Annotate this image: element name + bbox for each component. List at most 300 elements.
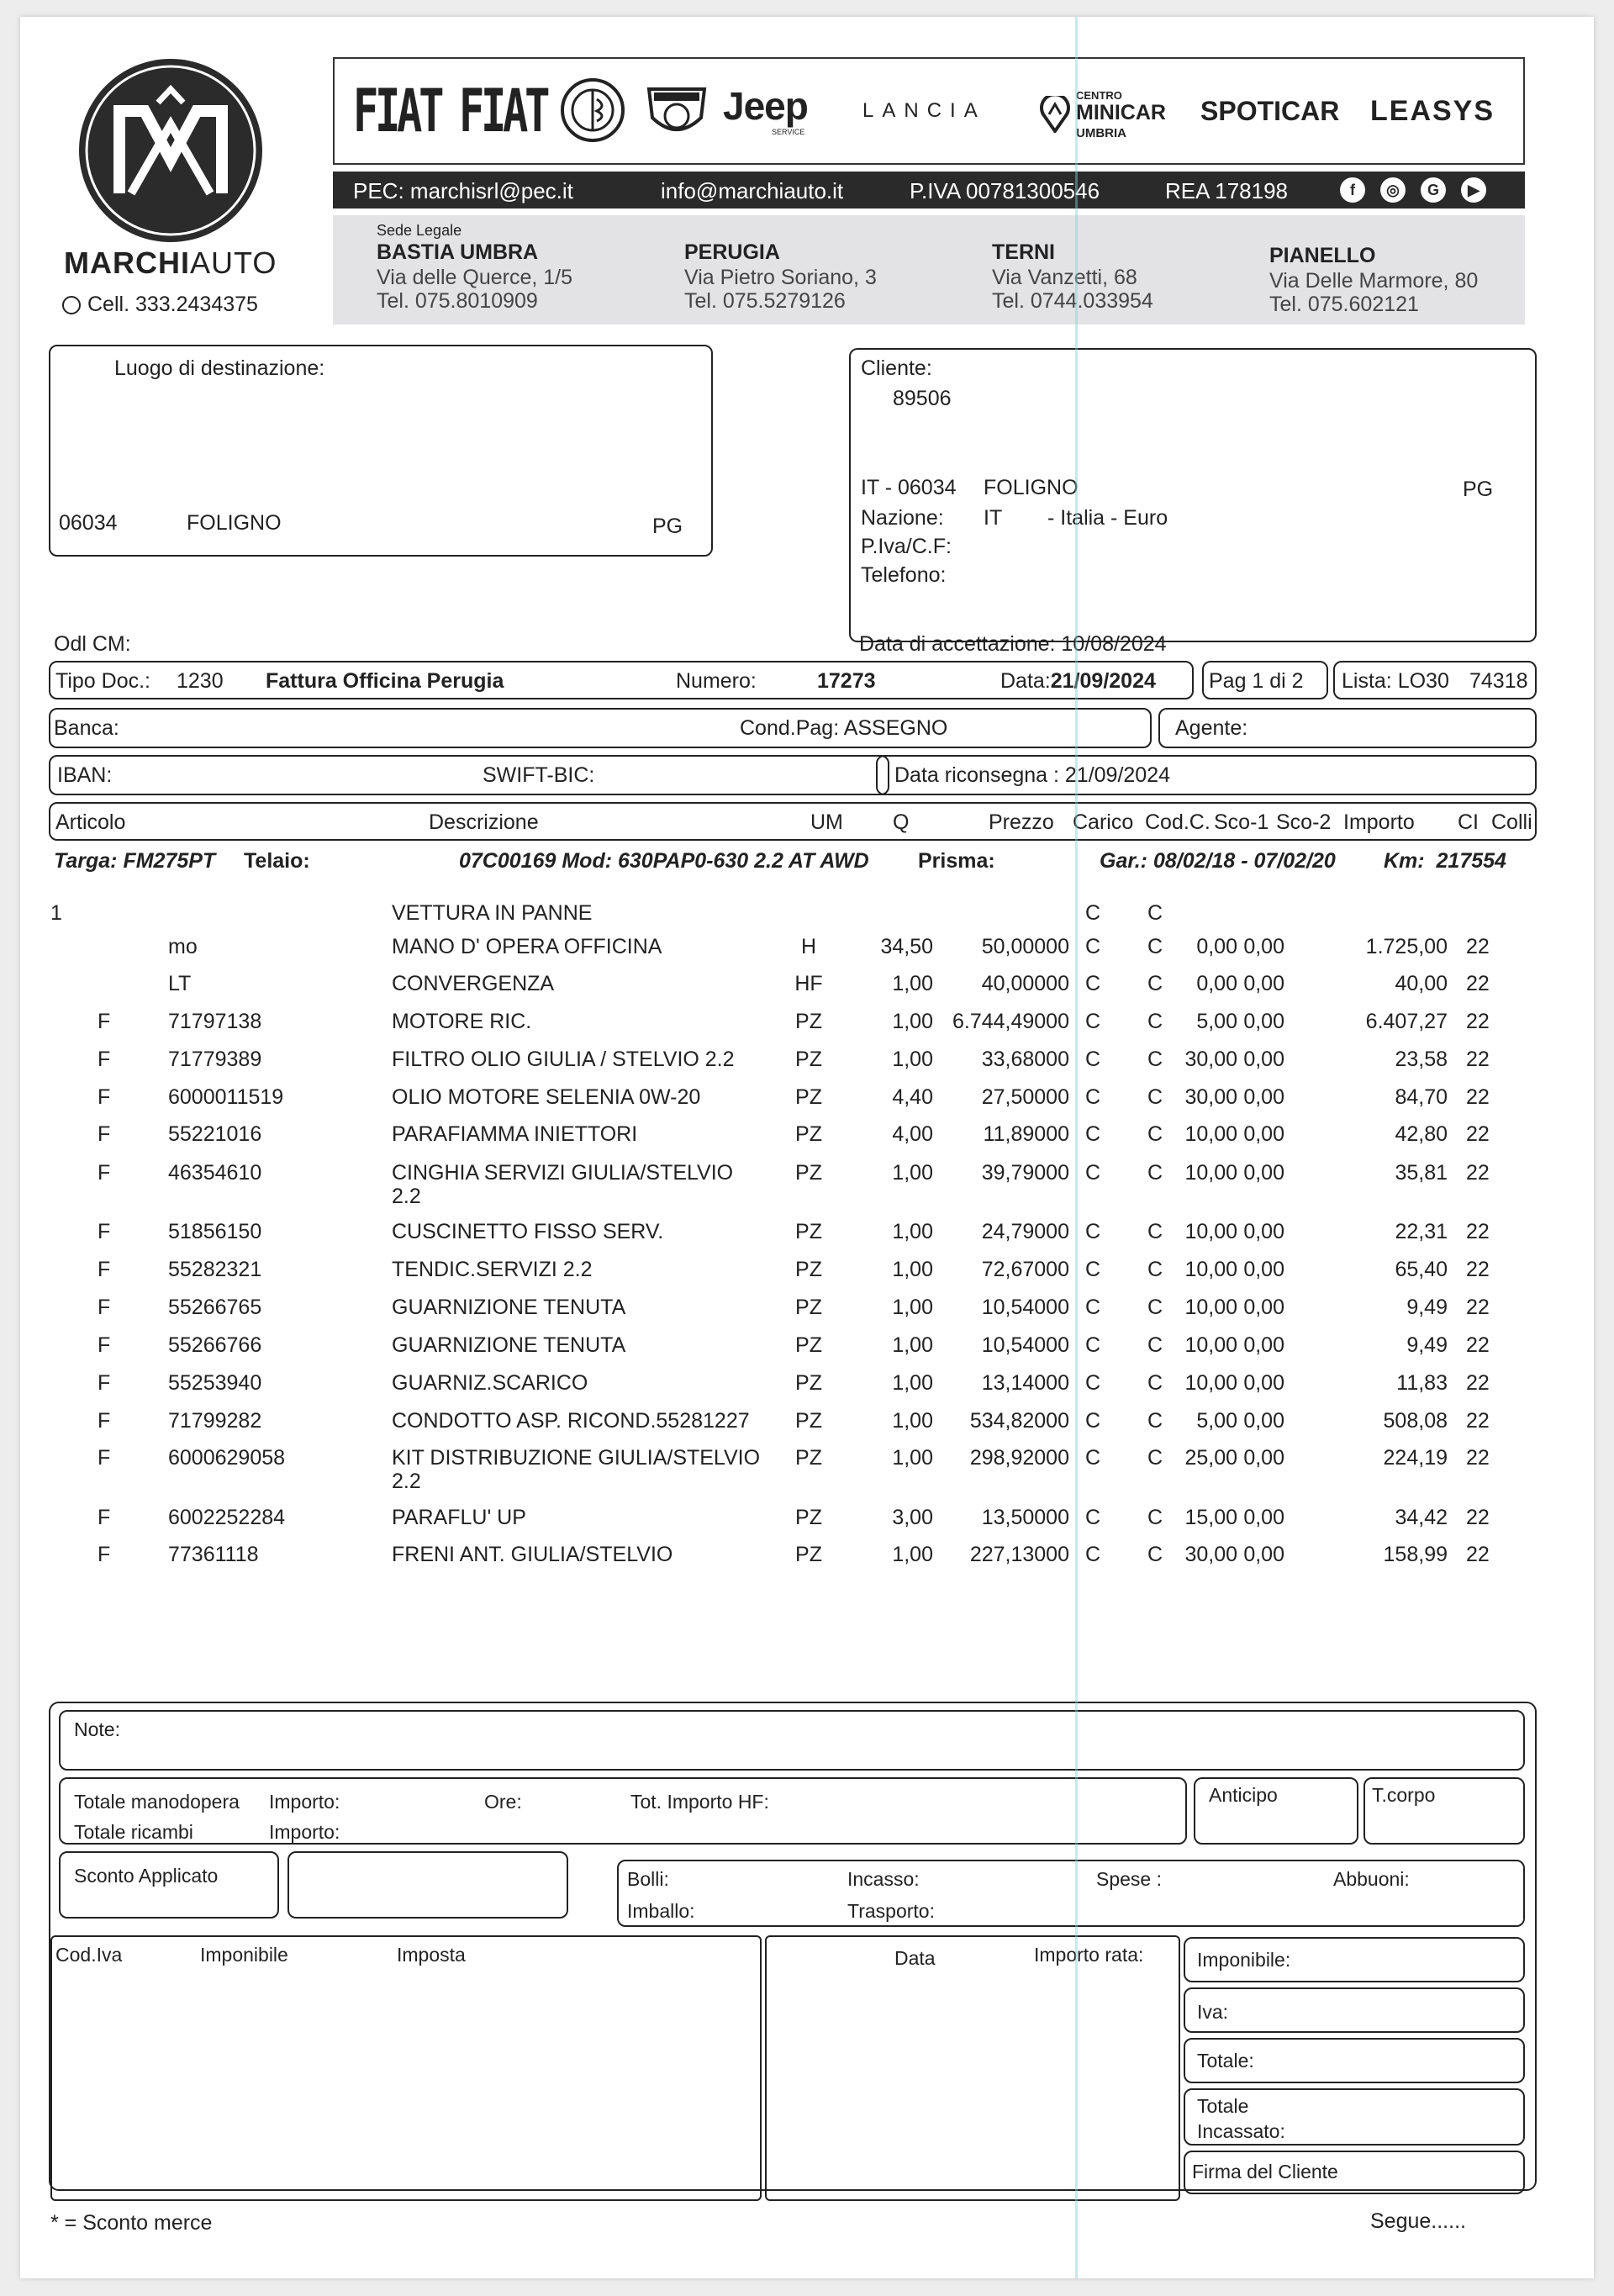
destinazione-prov: PG [652,515,683,538]
line-articolo: 71799282 [168,1409,262,1433]
vehicle-km: Km: 217554 [1384,849,1506,873]
line-prezzo: 33,68000 [981,1048,1069,1071]
col-prezzo: Prezzo [989,810,1054,834]
line-codc: C [1147,1446,1163,1470]
line-descrizione-cont: 2.2 [392,1470,421,1493]
line-q: 1,00 [892,1409,933,1433]
line-carico: C [1084,1446,1101,1470]
line-q: 34,50 [880,935,933,958]
line-sco2: 0,00 [1243,1446,1284,1470]
iban-box [49,755,889,795]
line-articolo: mo [168,935,198,958]
rate-box [765,1935,1180,2201]
nazione-value: - Italia - Euro [1047,506,1168,530]
line-codc: C [1147,1296,1163,1319]
line-ci: 22 [1466,1220,1490,1243]
table-row [20,1258,1594,1291]
line-descrizione: CONVERGENZA [392,972,555,995]
col-articolo: Articolo [55,810,126,834]
line-flag: F [98,1258,111,1281]
marchiauto-logo [79,59,262,242]
line-articolo: 77361118 [168,1543,259,1566]
line-um: PZ [795,1296,822,1319]
line-importo: 84,70 [1395,1085,1448,1109]
line-q: 1,00 [892,1048,933,1071]
line-prezzo: 11,89000 [983,1122,1069,1146]
line-um: PZ [795,1543,822,1566]
anticipo-box [1194,1777,1358,1845]
table-row [20,1048,1594,1081]
nazione-label: Nazione: [861,506,944,530]
leasys-logo: LEASYS [1370,95,1495,127]
line-descrizione-cont: 2.2 [392,1185,421,1208]
spese-box [617,1860,1525,1927]
line-prezzo: 10,54000 [981,1333,1069,1357]
line-descrizione: CINGHIA SERVIZI GIULIA/STELVIO [392,1161,734,1185]
line-sco1: 30,00 [1184,1085,1237,1109]
destinazione-city: FOLIGNO [187,511,282,535]
odl-label: Odl CM: [54,632,131,656]
destinazione-label: Luogo di destinazione: [114,356,325,380]
rea-number: REA 178198 [1165,178,1289,203]
line-um: PZ [795,1220,822,1243]
sedi-bar [333,215,1525,325]
importo-rata-label: Importo rata: [1034,1944,1144,1966]
line-um: H [800,935,817,958]
line-sco1: 30,00 [1184,1048,1237,1071]
table-row [20,1543,1594,1576]
table-row [20,1409,1594,1443]
line-descrizione: PARAFLU' UP [392,1506,526,1529]
line-prezzo: 13,14000 [981,1371,1069,1395]
line-flag: F [98,1161,111,1185]
line-flag: 1 [50,901,62,925]
cod-iva-label: Cod.Iva [55,1944,123,1966]
line-importo: 42,80 [1395,1122,1448,1146]
line-codc: C [1147,1048,1163,1071]
vehicle-garanzia: Gar.: 08/02/18 - 07/02/20 [1100,849,1336,873]
line-sco1: 10,00 [1184,1258,1237,1281]
r-totale-incassato-label: Totale [1197,2095,1249,2117]
line-sco2: 0,00 [1243,1543,1284,1566]
abbuoni-label: Abbuoni: [1333,1868,1410,1890]
firma-box[interactable] [1184,2151,1525,2194]
alfa-romeo-icon [560,77,625,143]
scan-artifact-line [1075,17,1078,2278]
line-codc: C [1147,901,1163,925]
line-importo: 1.725,00 [1365,935,1448,958]
minicar-label: MINICAR [1076,101,1166,124]
sconto-value-box [287,1851,568,1919]
line-descrizione: FILTRO OLIO GIULIA / STELVIO 2.2 [392,1048,735,1071]
line-flag: F [98,1122,111,1146]
line-descrizione: FRENI ANT. GIULIA/STELVIO [392,1543,673,1566]
sede-city: TERNI [992,240,1055,264]
line-descrizione: MANO D' OPERA OFFICINA [392,935,662,958]
col-ci: CI [1458,810,1479,834]
instagram-icon[interactable]: ◎ [1380,177,1406,203]
banca-label: Banca: [54,716,119,740]
line-carico: C [1084,972,1101,995]
r-incassato-label: Incassato: [1197,2120,1285,2142]
line-articolo: 46354610 [168,1161,262,1185]
importo-label: Importo: [269,1791,340,1813]
table-row [20,1010,1594,1043]
line-ci: 22 [1466,1010,1490,1033]
line-um: PZ [795,1122,822,1146]
ore-label: Ore: [484,1791,522,1813]
numero-value: 17273 [817,669,876,693]
line-descrizione: TENDIC.SERVIZI 2.2 [392,1258,593,1281]
line-flag: F [98,1048,111,1071]
brands-bar [333,57,1525,165]
col-descrizione: Descrizione [429,810,539,834]
centro-label: CENTRO [1076,89,1122,102]
line-carico: C [1084,1122,1101,1146]
bolli-label: Bolli: [627,1868,669,1890]
note-box [59,1710,1525,1771]
lista-box [1333,661,1537,699]
line-importo: 11,83 [1396,1371,1448,1395]
destinazione-box [49,345,713,557]
line-sco2: 0,00 [1243,1220,1284,1243]
sede-legale-label: Sede Legale [377,222,462,239]
line-ci: 22 [1466,1409,1490,1433]
line-carico: C [1084,1010,1101,1033]
data-label: Data [894,1947,936,1969]
pec-address: PEC: marchisrl@pec.it [353,178,573,203]
line-descrizione: GUARNIZIONE TENUTA [392,1333,626,1357]
line-sco2: 0,00 [1243,1333,1284,1357]
telefono-label: Telefono: [861,563,947,587]
line-q: 1,00 [892,972,933,995]
col-sco1: Sco-1 [1214,810,1269,834]
email-address: info@marchiauto.it [661,178,844,203]
line-q: 1,00 [892,1446,933,1470]
line-codc: C [1147,1409,1163,1433]
numero-label: Numero: [676,669,757,693]
table-row [20,1122,1594,1156]
line-ci: 22 [1466,1296,1490,1319]
line-ci: 22 [1466,1371,1490,1395]
cliente-box [849,348,1537,642]
imballo-label: Imballo: [627,1900,695,1922]
segue-note: Segue...... [1370,2209,1466,2233]
line-codc: C [1147,1333,1163,1357]
r-imponibile-box [1184,1937,1525,1982]
r-totale-box [1184,2038,1525,2083]
line-prezzo: 534,82000 [969,1409,1069,1433]
anticipo-label: Anticipo [1209,1784,1278,1806]
monogram-mm-icon [79,59,262,242]
line-carico: C [1084,1333,1101,1357]
line-sco1: 0,00 [1196,935,1237,958]
line-importo: 34,42 [1395,1506,1448,1529]
sede-address: Via Delle Marmore, 80 [1269,269,1479,293]
note-label: Note: [74,1718,120,1740]
riconsegna-box [876,755,1537,795]
line-descrizione: PARAFIAMMA INIETTORI [392,1122,638,1146]
incasso-label: Incasso: [847,1868,920,1890]
line-descrizione: VETTURA IN PANNE [392,901,593,925]
table-row [20,1085,1594,1119]
line-um: HF [794,972,823,995]
line-um: PZ [795,1506,822,1529]
line-q: 1,00 [892,1371,933,1395]
jeep-service-label: SERVICE [772,128,805,136]
line-carico: C [1084,1543,1101,1566]
r-imponibile-label: Imponibile: [1197,1949,1291,1971]
line-prezzo: 10,54000 [981,1296,1069,1319]
destinazione-cap: 06034 [59,511,118,535]
line-codc: C [1147,1543,1163,1566]
line-descrizione: GUARNIZ.SCARICO [392,1371,588,1395]
line-q: 1,00 [892,1258,933,1281]
line-articolo: 6000011519 [168,1085,284,1109]
vehicle-telaio-mod: 07C00169 Mod: 630PAP0-630 2.2 AT AWD [459,849,869,873]
table-row [20,901,1594,935]
line-codc: C [1147,1258,1163,1281]
vehicle-prisma: Prisma: [918,849,995,873]
line-prezzo: 13,50000 [981,1506,1069,1529]
line-importo: 6.407,27 [1365,1010,1448,1033]
line-flag: F [98,1220,111,1243]
line-importo: 508,08 [1383,1409,1448,1433]
importo-label: Importo: [269,1821,340,1843]
vehicle-telaio-label: Telaio: [244,849,310,873]
line-q: 1,00 [892,1161,933,1185]
cliente-location: IT - 06034 [861,476,957,499]
spese-label: Spese : [1096,1868,1162,1890]
col-q: Q [893,810,910,834]
line-articolo: 71779389 [168,1048,262,1071]
tipo-doc-name: Fattura Officina Perugia [266,669,504,693]
data-riconsegna: Data riconsegna : 21/09/2024 [894,763,1171,787]
col-colli: Colli [1491,810,1532,834]
line-importo: 40,00 [1395,972,1448,995]
r-totale-label: Totale: [1197,2050,1254,2072]
abarth-icon [642,76,711,145]
totale-ricambi-label: Totale ricambi [74,1821,193,1843]
lista-number: 74318 [1469,669,1528,693]
line-codc: C [1147,1085,1163,1109]
line-sco1: 10,00 [1184,1220,1237,1243]
sconto-merce-note: * = Sconto merce [50,2211,213,2235]
cliente-label: Cliente: [861,356,932,380]
table-row [20,1506,1594,1539]
pag-value: Pag 1 di 2 [1209,669,1304,693]
line-flag: F [98,1371,111,1395]
line-um: PZ [795,1085,822,1109]
line-ci: 22 [1466,1543,1490,1566]
firma-label: Firma del Cliente [1192,2161,1338,2183]
line-descrizione: MOTORE RIC. [392,1010,532,1033]
line-sco1: 0,00 [1196,972,1237,995]
line-articolo: 6000629058 [168,1446,286,1470]
sede-address: Via delle Querce, 1/5 [377,266,573,289]
fiat-logo: FIAT [459,77,547,145]
line-um: PZ [795,1446,822,1470]
table-row [20,1296,1594,1329]
line-codc: C [1147,1010,1163,1033]
iban-label: IBAN: [57,763,113,787]
sede-address: Via Vanzetti, 68 [992,266,1137,289]
line-sco2: 0,00 [1243,972,1284,995]
line-flag: F [98,1543,111,1566]
whatsapp-icon [62,296,81,314]
line-prezzo: 72,67000 [981,1258,1069,1281]
sede-tel: Tel. 0744.033954 [992,289,1153,313]
line-q: 1,00 [892,1296,933,1319]
line-ci: 22 [1466,1161,1490,1185]
line-carico: C [1084,901,1101,925]
line-codc: C [1147,1506,1163,1529]
line-ci: 22 [1466,1085,1490,1109]
line-prezzo: 227,13000 [969,1543,1069,1566]
vehicle-targa: Targa: FM275PT [54,849,216,873]
fiat-professional-logo: FIAT [353,77,441,145]
sede-city: PERUGIA [684,240,780,264]
facebook-icon[interactable]: f [1340,177,1365,203]
line-um: PZ [795,1258,822,1281]
line-sco2: 0,00 [1243,1296,1284,1319]
tipo-doc-label: Tipo Doc.: [55,669,151,693]
line-codc: C [1147,1220,1163,1243]
line-articolo: 55221016 [168,1122,262,1146]
line-um: PZ [795,1371,822,1395]
line-carico: C [1084,1048,1101,1071]
cond-pag: Cond.Pag: ASSEGNO [740,716,948,740]
google-icon[interactable]: G [1421,177,1446,203]
line-q: 1,00 [892,1220,933,1243]
line-prezzo: 40,00000 [981,972,1069,995]
line-q: 4,40 [892,1085,933,1109]
line-carico: C [1084,1371,1101,1395]
line-importo: 65,40 [1395,1258,1448,1281]
piva-number: P.IVA 00781300546 [910,178,1100,203]
line-articolo: 51856150 [168,1220,262,1243]
line-sco2: 0,00 [1243,935,1284,958]
line-um: PZ [795,1048,822,1071]
line-sco1: 15,00 [1184,1506,1237,1529]
table-row [20,1333,1594,1367]
line-sco2: 0,00 [1243,1371,1284,1395]
r-iva-label: Iva: [1197,2001,1229,2023]
table-row [20,1220,1594,1254]
line-carico: C [1084,1161,1101,1185]
line-prezzo: 39,79000 [981,1161,1069,1185]
pag-box [1202,661,1328,699]
cliente-city: FOLIGNO [984,476,1079,499]
line-descrizione: KIT DISTRIBUZIONE GIULIA/STELVIO [392,1446,761,1470]
line-flag: F [98,1333,111,1357]
sede-address: Via Pietro Soriano, 3 [684,266,877,289]
line-sco2: 0,00 [1243,1161,1284,1185]
iva-box [50,1935,762,2201]
line-q: 1,00 [892,1333,933,1357]
cliente-prov: PG [1463,478,1494,501]
line-articolo: 55266765 [168,1296,262,1319]
r-incassato-box [1184,2088,1525,2146]
line-sco1: 10,00 [1184,1333,1237,1357]
totali-box [59,1777,1187,1845]
tipo-doc-code: 1230 [177,669,224,693]
company-name: MARCHIAUTO [64,245,277,280]
line-sco1: 10,00 [1184,1161,1237,1185]
line-prezzo: 24,79000 [981,1220,1069,1243]
line-articolo: 55253940 [168,1371,262,1395]
sede-city: BASTIA UMBRA [377,240,539,264]
line-descrizione: OLIO MOTORE SELENIA 0W-20 [392,1085,701,1109]
line-articolo: 55266766 [168,1333,262,1357]
line-prezzo: 27,50000 [981,1085,1069,1109]
line-carico: C [1084,1220,1101,1243]
youtube-icon[interactable]: ▶ [1461,177,1486,203]
line-flag: F [98,1010,111,1033]
line-sco2: 0,00 [1243,1122,1284,1146]
line-ci: 22 [1466,1048,1490,1071]
imposta-label: Imposta [397,1944,466,1966]
line-ci: 22 [1466,935,1490,958]
col-um: UM [810,810,843,834]
line-sco2: 0,00 [1243,1085,1284,1109]
line-articolo: 71797138 [168,1010,262,1033]
tcorpo-label: T.corpo [1372,1784,1436,1806]
line-sco1: 10,00 [1184,1296,1237,1319]
line-codc: C [1147,935,1163,958]
line-sco1: 10,00 [1184,1122,1237,1146]
jeep-logo: Jeep [723,84,808,128]
sconto-label: Sconto Applicato [74,1865,219,1887]
line-carico: C [1084,1409,1101,1433]
line-sco2: 0,00 [1243,1010,1284,1033]
line-importo: 9,49 [1406,1296,1448,1319]
col-sco2: Sco-2 [1276,810,1332,834]
lancia-logo: LANCIA [862,99,986,122]
line-um: PZ [795,1333,822,1357]
sconto-box [59,1851,279,1919]
line-descrizione: CUSCINETTO FISSO SERV. [392,1220,664,1243]
line-ci: 22 [1466,1506,1490,1529]
agente-label: Agente: [1175,716,1248,740]
tot-importo-hf-label: Tot. Importo HF: [630,1791,769,1813]
line-importo: 158,99 [1383,1543,1448,1566]
table-row [20,935,1594,969]
line-codc: C [1147,1122,1163,1146]
table-row [20,1446,1594,1493]
line-ci: 22 [1466,1333,1490,1357]
trasporto-label: Trasporto: [847,1900,935,1922]
minicar-pin-icon [1039,96,1071,133]
line-flag: F [98,1296,111,1319]
nazione-code: IT [984,506,1003,530]
line-ci: 22 [1466,1446,1490,1470]
line-um: PZ [795,1010,822,1033]
cell-phone: Cell. 333.2434375 [62,293,258,317]
line-codc: C [1147,1161,1163,1185]
table-row [20,1371,1594,1405]
line-importo: 23,58 [1395,1048,1448,1071]
line-sco1: 5,00 [1196,1010,1237,1033]
line-carico: C [1084,1506,1101,1529]
col-codc: Cod.C. [1145,810,1210,834]
line-sco1: 30,00 [1184,1543,1237,1566]
line-codc: C [1147,1371,1163,1395]
piva-label: P.Iva/C.F: [861,535,952,558]
sede-tel: Tel. 075.602121 [1269,293,1419,316]
line-descrizione: CONDOTTO ASP. RICOND.55281227 [392,1409,750,1433]
table-row [20,972,1594,1005]
